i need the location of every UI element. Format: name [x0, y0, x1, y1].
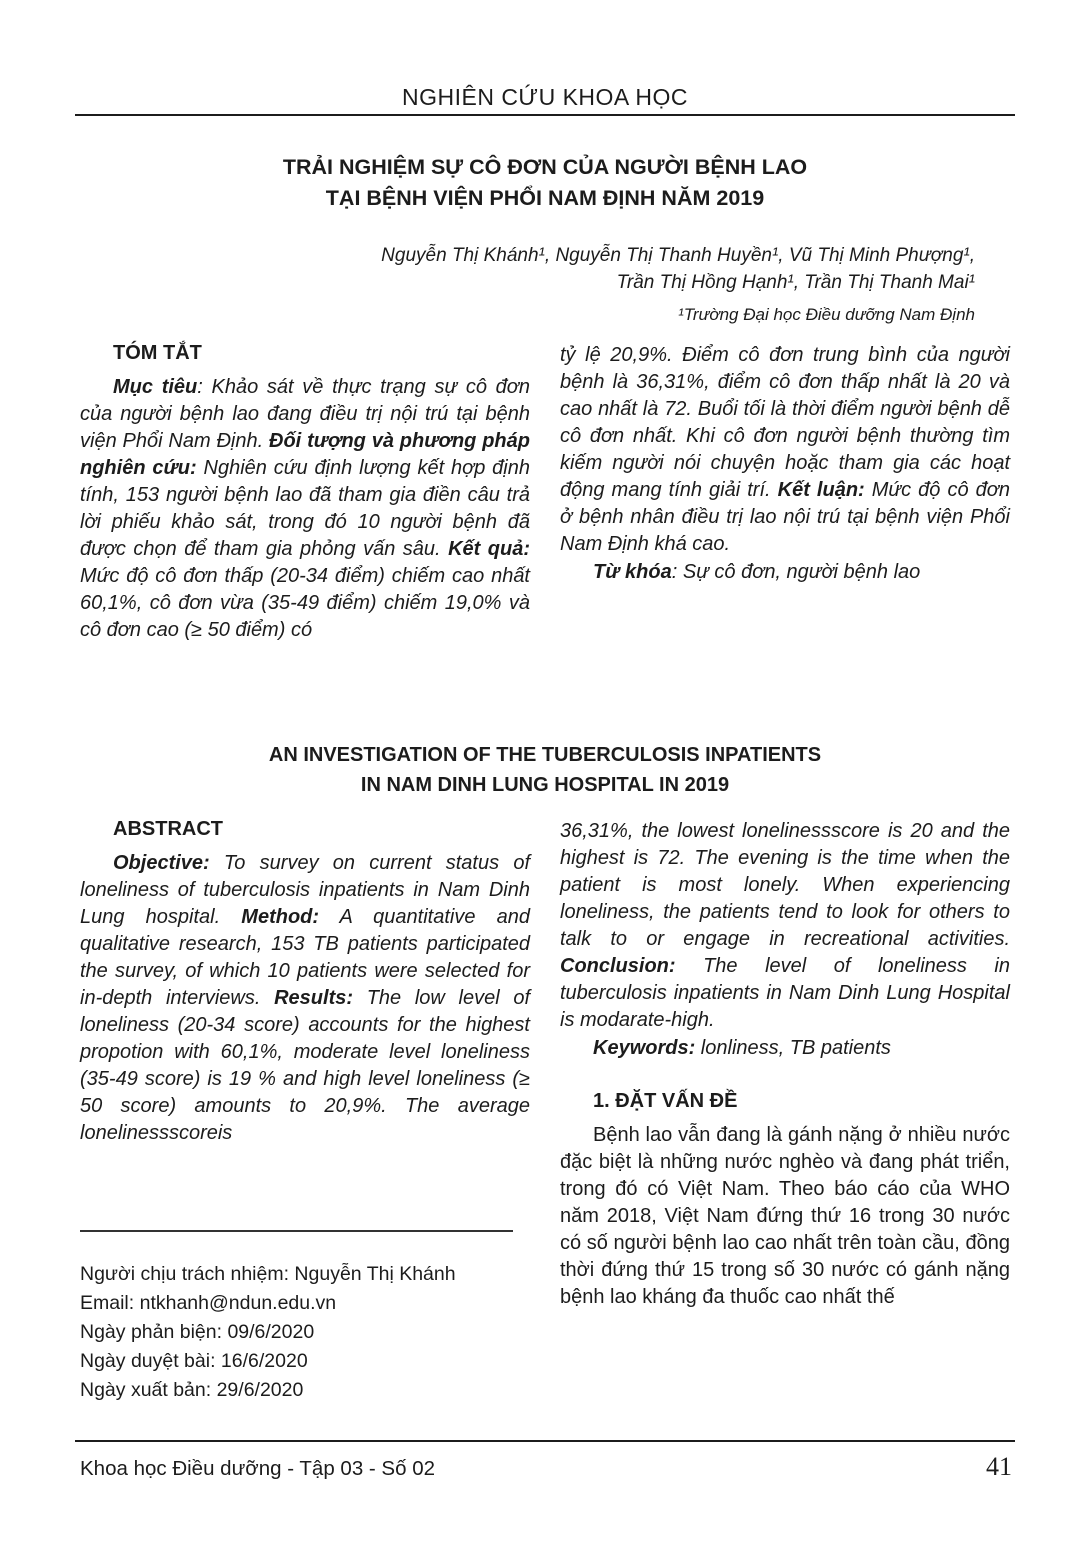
correspondence-divider — [80, 1230, 513, 1232]
muc-tieu-label: Mục tiêu — [113, 376, 198, 398]
footer-divider — [75, 1440, 1015, 1442]
author-line-2: Trần Thị Hồng Hạnh¹, Trần Thị Thanh Mai¹ — [616, 272, 975, 293]
objective-text: To survey on current status of loneliness of tuberculosis inpatients in Nam Dinh Lung hospital. — [80, 852, 530, 928]
conclusion-text: The level of loneliness in tuberculosis inpatients in Nam Dinh Lung Hospital is modarate-high. — [560, 955, 1010, 1031]
tu-khoa-label: Từ khóa — [593, 561, 672, 583]
keywords-en — [560, 1035, 1010, 1062]
author-block — [80, 242, 975, 328]
footer-journal-name: Khoa học Điều dưỡng - Tập 03 - Số 02 — [80, 1457, 436, 1480]
article-title-en-line2: IN NAM DINH LUNG HOSPITAL IN 2019 — [360, 774, 730, 796]
abstract-vi-paragraph-cont — [560, 342, 1010, 558]
ket-qua-label: Kết quả: — [448, 538, 531, 560]
article-title-vi-line2: TẠI BỆNH VIỆN PHỔI NAM ĐỊNH NĂM 2019 — [325, 186, 765, 210]
header-divider — [75, 114, 1015, 116]
ket-qua-text: Mức độ cô đơn thấp (20-34 điểm) chiếm cao nhất 60,1%, cô đơn vừa (35-49 điểm) chiếm 19,0% và cô đơn cao (≥ 50 điểm) có — [80, 565, 530, 641]
article-title-en-line1: AN INVESTIGATION OF THE TUBERCULOSIS INPATIENTS — [268, 744, 822, 766]
method-text: A quantitative and qualitative research, 153 TB patients participated the survey, of which 10 patients were selected for in-depth interviews. — [80, 906, 530, 1009]
objective-label: Objective: — [113, 852, 210, 874]
section-1-paragraph: Bệnh lao vẫn đang là gánh nặng ở nhiều nước đặc biệt là những nước nghèo và đang phát triển, trong đó có Việt Nam. Theo báo cáo của WHO năm 2018, Việt Nam đứng thứ 16 trong 30 nước có số người bệnh lao cao nhất trên toàn cầu, đồng thời đứng thứ 15 trong số 30 nước có gánh nặng bệnh lao kháng đa thuốc cao nhất thế — [560, 1124, 1010, 1308]
ket-luan-text: Mức độ cô đơn ở bệnh nhân điều trị lao nội trú tại bệnh viện Phổi Nam Định khá cao. — [560, 479, 1010, 555]
abstract-heading-vi: TÓM TẮT — [113, 342, 202, 364]
tu-khoa-text: : Sự cô đơn, người bệnh lao — [671, 561, 921, 583]
conclusion-label: Conclusion: — [560, 955, 676, 977]
affiliation: ¹Trường Đại học Điều dưỡng Nam Định — [678, 305, 975, 324]
correspondence-email: Email: ntkhanh@ndun.edu.vn — [80, 1292, 337, 1314]
correspondence-lines — [80, 1260, 513, 1405]
abstract-en-paragraph-cont — [560, 818, 1010, 1034]
abstract-vi-col-2 — [560, 342, 1010, 644]
footer-page-number: 41 — [986, 1452, 1012, 1481]
keywords-label: Keywords: — [593, 1037, 696, 1059]
correspondence-block — [80, 1230, 513, 1405]
correspondence-publish-date: Ngày xuất bản: 29/6/2020 — [80, 1379, 304, 1401]
journal-section-header: NGHIÊN CỨU KHOA HỌC — [401, 84, 688, 110]
abstract-heading-en: ABSTRACT — [113, 818, 223, 840]
section-1-heading: 1. ĐẶT VẤN ĐỀ — [593, 1090, 738, 1112]
article-title-en — [80, 740, 1010, 800]
results-label: Results: — [274, 987, 354, 1009]
doi-tuong-text: Nghiên cứu định lượng kết hợp định tính, 153 người bệnh lao đã tham gia điền câu trả lời phiếu khảo sát, trong đó 10 người bệnh đã được chọn để tham gia phỏng vấn sâu. — [80, 457, 530, 560]
abstract-vi-cont-text: tỷ lệ 20,9%. Điểm cô đơn trung bình của người bệnh là 36,31%, điểm cô đơn thấp nhất là 20 và cao nhất là 72. Buổi tối là thời điểm người bệnh dễ cô đơn nhất. Khi cô đơn người bệnh thường tìm kiếm người nói chuyện hoặc tham gia các hoạt động mang tính giải trí. — [560, 344, 1010, 501]
abstract-en-paragraph — [80, 850, 530, 1147]
correspondence-accept-date: Ngày duyệt bài: 16/6/2020 — [80, 1350, 308, 1372]
keywords-text: lonliness, TB patients — [695, 1037, 891, 1059]
abstract-vi-columns — [80, 342, 1010, 644]
muc-tieu-text: : Khảo sát về thực trạng sự cô đơn của người bệnh lao đang điều trị nội trú tại bệnh viện Phổi Nam Định. — [80, 376, 530, 452]
method-label: Method: — [241, 906, 320, 928]
article-title-vi — [80, 152, 1010, 214]
abstract-vi-paragraph — [80, 374, 530, 644]
abstract-en-cont-text: 36,31%, the lowest lonelinessscore is 20 and the highest is 72. The evening is the time when the patient is most lonely. When experiencing loneliness, the patients tend to look for others to talk to or engage in recreational activities. — [560, 820, 1010, 950]
results-text: The low level of loneliness (20-34 score) accounts for the highest propotion with 60,1%, moderate level loneliness (35-49 score) is 19 % and high level loneliness (≥ 50 score) amounts to 20,9%. The average lonelinessscoreis — [80, 987, 530, 1144]
correspondence-review-date: Ngày phản biện: 09/6/2020 — [80, 1321, 315, 1343]
keywords-vi — [560, 559, 1010, 586]
abstract-vi-col-1 — [80, 342, 530, 644]
correspondence-responsible: Người chịu trách nhiệm: Nguyễn Thị Khánh — [80, 1263, 456, 1285]
author-line-1: Nguyễn Thị Khánh¹, Nguyễn Thị Thanh Huyền¹, Vũ Thị Minh Phượng¹, — [381, 245, 975, 266]
doi-tuong-label: Đối tượng và phương pháp nghiên cứu: — [80, 430, 530, 479]
article-title-vi-line1: TRẢI NGHIỆM SỰ CÔ ĐƠN CỦA NGƯỜI BỆNH LAO — [282, 155, 808, 179]
abstract-en-col-2 — [560, 818, 1010, 1311]
ket-luan-label: Kết luận: — [777, 479, 865, 501]
page-footer — [80, 1452, 1012, 1482]
